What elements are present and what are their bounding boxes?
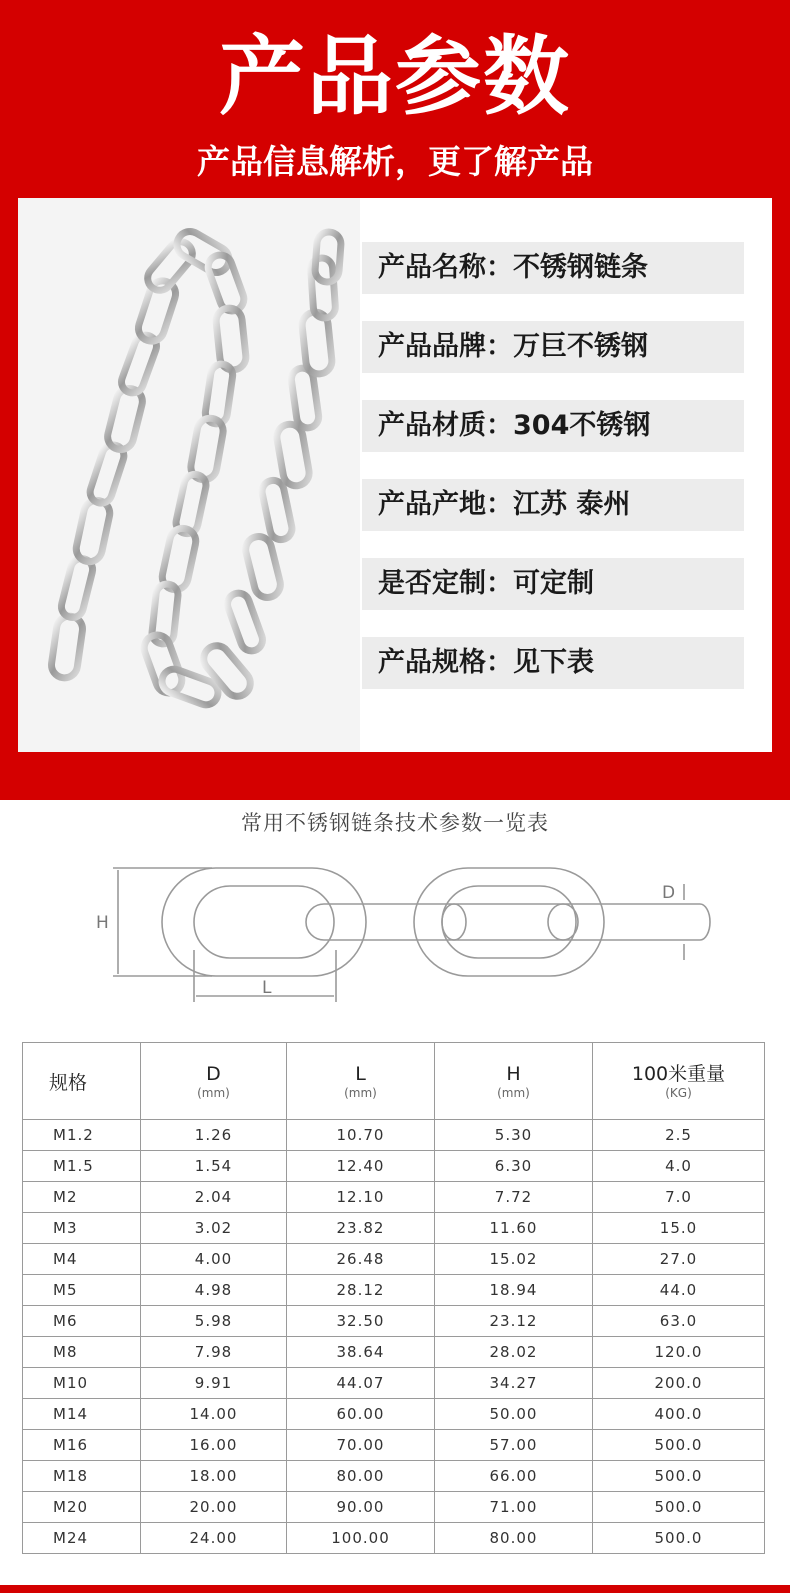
- cell-spec: M4: [23, 1244, 141, 1275]
- cell-l: 23.82: [287, 1213, 435, 1244]
- cell-weight: 200.0: [593, 1368, 765, 1399]
- cell-h: 23.12: [435, 1306, 593, 1337]
- cell-h: 80.00: [435, 1523, 593, 1554]
- cell-spec: M10: [23, 1368, 141, 1399]
- page-subtitle: 产品信息解析，更了解产品: [197, 142, 593, 181]
- info-value: 不锈钢链条: [513, 252, 648, 283]
- cell-d: 2.04: [141, 1182, 287, 1213]
- cell-d: 14.00: [141, 1399, 287, 1430]
- page-title: 产品参数: [219, 27, 571, 127]
- col-header-h-label: H: [506, 1063, 521, 1085]
- info-value: 江苏 泰州: [513, 489, 631, 520]
- cell-spec: M5: [23, 1275, 141, 1306]
- cell-spec: M8: [23, 1337, 141, 1368]
- cell-spec: M14: [23, 1399, 141, 1430]
- col-header-h: [435, 1043, 593, 1120]
- cell-d: 3.02: [141, 1213, 287, 1244]
- cell-d: 20.00: [141, 1492, 287, 1523]
- cell-h: 18.94: [435, 1275, 593, 1306]
- cell-d: 4.98: [141, 1275, 287, 1306]
- table-row: [23, 1182, 765, 1213]
- info-row-material: [362, 400, 744, 452]
- product-info-panel: [18, 198, 772, 752]
- cell-h: 7.72: [435, 1182, 593, 1213]
- cell-l: 10.70: [287, 1120, 435, 1151]
- d-label: D: [662, 883, 676, 903]
- cell-spec: M18: [23, 1461, 141, 1492]
- link-inner-2: [442, 886, 576, 958]
- cell-h: 66.00: [435, 1461, 593, 1492]
- table-caption: 常用不锈钢链条技术参数一览表: [241, 811, 549, 835]
- cell-spec: M16: [23, 1430, 141, 1461]
- cell-d: 7.98: [141, 1337, 287, 1368]
- table-row: [23, 1399, 765, 1430]
- info-row-spec: [362, 637, 744, 689]
- table-row: [23, 1337, 765, 1368]
- cell-weight: 500.0: [593, 1461, 765, 1492]
- cell-weight: 120.0: [593, 1337, 765, 1368]
- cell-h: 6.30: [435, 1151, 593, 1182]
- cell-l: 100.00: [287, 1523, 435, 1554]
- cell-l: 26.48: [287, 1244, 435, 1275]
- cell-l: 12.10: [287, 1182, 435, 1213]
- table-body: [23, 1120, 765, 1554]
- info-value: 见下表: [513, 647, 594, 678]
- cell-weight: 500.0: [593, 1430, 765, 1461]
- cell-spec: M6: [23, 1306, 141, 1337]
- cell-d: 9.91: [141, 1368, 287, 1399]
- cell-d: 18.00: [141, 1461, 287, 1492]
- cell-l: 28.12: [287, 1275, 435, 1306]
- cell-l: 70.00: [287, 1430, 435, 1461]
- cell-d: 24.00: [141, 1523, 287, 1554]
- cell-weight: 4.0: [593, 1151, 765, 1182]
- info-row-brand: [362, 321, 744, 373]
- spec-table: [22, 1042, 765, 1554]
- dimension-drawing: [0, 840, 790, 1020]
- col-header-d: [141, 1043, 287, 1120]
- chain-image: [18, 198, 360, 752]
- table-row: [23, 1430, 765, 1461]
- cell-d: 16.00: [141, 1430, 287, 1461]
- col-header-weight-unit: (KG): [665, 1086, 692, 1100]
- info-label: 是否定制：: [378, 568, 513, 599]
- col-header-l: [287, 1043, 435, 1120]
- cell-h: 34.27: [435, 1368, 593, 1399]
- info-value: 万巨不锈钢: [513, 331, 648, 362]
- cell-h: 28.02: [435, 1337, 593, 1368]
- col-header-d-label: D: [206, 1063, 221, 1085]
- table-row: [23, 1523, 765, 1554]
- table-row: [23, 1492, 765, 1523]
- cell-l: 32.50: [287, 1306, 435, 1337]
- col-header-weight: [593, 1043, 765, 1120]
- cell-h: 15.02: [435, 1244, 593, 1275]
- cell-weight: 63.0: [593, 1306, 765, 1337]
- cell-h: 71.00: [435, 1492, 593, 1523]
- cell-l: 38.64: [287, 1337, 435, 1368]
- info-value: 304不锈钢: [513, 410, 651, 441]
- product-info-list: [360, 198, 772, 752]
- col-header-weight-label: 100米重量: [631, 1063, 726, 1085]
- info-value: 可定制: [513, 568, 594, 599]
- info-row-name: [362, 242, 744, 294]
- cell-l: 44.07: [287, 1368, 435, 1399]
- table-header-row: [23, 1043, 765, 1120]
- cell-weight: 44.0: [593, 1275, 765, 1306]
- h-label: H: [96, 913, 109, 933]
- cell-d: 4.00: [141, 1244, 287, 1275]
- cell-spec: M2: [23, 1182, 141, 1213]
- cell-spec: M24: [23, 1523, 141, 1554]
- cell-d: 1.54: [141, 1151, 287, 1182]
- cell-h: 50.00: [435, 1399, 593, 1430]
- cell-weight: 2.5: [593, 1120, 765, 1151]
- table-row: [23, 1275, 765, 1306]
- cell-l: 12.40: [287, 1151, 435, 1182]
- info-label: 产品规格：: [378, 647, 513, 678]
- cell-h: 57.00: [435, 1430, 593, 1461]
- cell-weight: 500.0: [593, 1523, 765, 1554]
- table-row: [23, 1120, 765, 1151]
- cell-l: 60.00: [287, 1399, 435, 1430]
- table-row: [23, 1213, 765, 1244]
- info-label: 产品名称：: [378, 252, 513, 283]
- cell-weight: 500.0: [593, 1492, 765, 1523]
- cell-spec: M3: [23, 1213, 141, 1244]
- table-row: [23, 1151, 765, 1182]
- cell-spec: M1.5: [23, 1151, 141, 1182]
- table-row: [23, 1306, 765, 1337]
- cell-d: 5.98: [141, 1306, 287, 1337]
- table-row: [23, 1244, 765, 1275]
- col-header-l-unit: (mm): [344, 1086, 377, 1100]
- cell-h: 5.30: [435, 1120, 593, 1151]
- cell-d: 1.26: [141, 1120, 287, 1151]
- l-label: L: [262, 978, 272, 998]
- cell-weight: 15.0: [593, 1213, 765, 1244]
- chain-product-photo: [18, 198, 360, 752]
- info-label: 产品材质：: [378, 410, 513, 441]
- cell-weight: 7.0: [593, 1182, 765, 1213]
- link-inner-1: [194, 886, 334, 958]
- table-row: [23, 1368, 765, 1399]
- info-row-origin: [362, 479, 744, 531]
- cell-spec: M20: [23, 1492, 141, 1523]
- info-row-custom: [362, 558, 744, 610]
- cell-l: 90.00: [287, 1492, 435, 1523]
- info-label: 产品产地：: [378, 489, 513, 520]
- cell-spec: M1.2: [23, 1120, 141, 1151]
- table-row: [23, 1461, 765, 1492]
- col-header-h-unit: (mm): [497, 1086, 530, 1100]
- bottom-accent-bar: [0, 1585, 790, 1593]
- col-header-l-label: L: [355, 1063, 366, 1085]
- info-label: 产品品牌：: [378, 331, 513, 362]
- cell-weight: 400.0: [593, 1399, 765, 1430]
- cell-l: 80.00: [287, 1461, 435, 1492]
- cell-weight: 27.0: [593, 1244, 765, 1275]
- col-header-spec: 规格: [23, 1043, 141, 1120]
- col-header-d-unit: (mm): [197, 1086, 230, 1100]
- chain-dimension-diagram: [0, 840, 790, 1020]
- cell-h: 11.60: [435, 1213, 593, 1244]
